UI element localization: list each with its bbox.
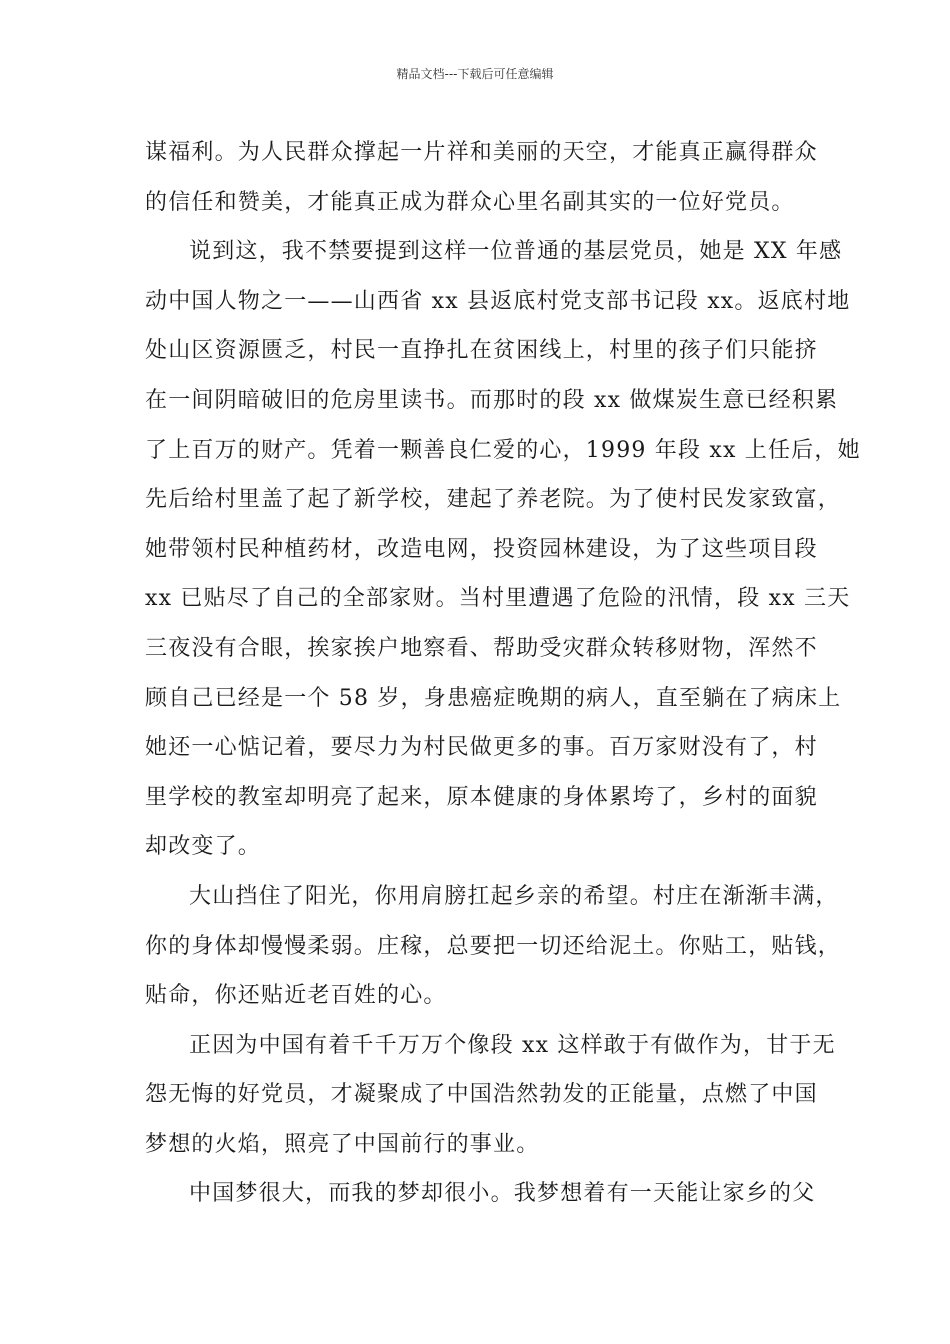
text-line: 三夜没有合眼，挨家挨户地察看、帮助受灾群众转移财物，浑然不 [145, 635, 818, 661]
text-line: 怨无悔的好党员，才凝聚成了中国浩然勃发的正能量，点燃了中国 [145, 1082, 818, 1108]
text-line: 里学校的教室却明亮了起来，原本健康的身体累垮了，乡村的面貌 [145, 784, 818, 810]
text-line: 大山挡住了阳光，你用肩膀扛起乡亲的希望。村庄在渐渐丰满， [189, 883, 839, 909]
text-line: 了上百万的财产。凭着一颗善良仁爱的心，1999 年段 xx 上任后，她 [145, 437, 861, 463]
text-line: 谋福利。为人民群众撑起一片祥和美丽的天空，才能真正赢得群众 [145, 140, 818, 165]
text-line: 贴命，你还贴近老百姓的心。 [145, 983, 447, 1009]
text-line: 却改变了。 [145, 834, 262, 860]
text-line: 动中国人物之一——山西省 xx 县返底村党支部书记段 xx。返底村地 [145, 288, 851, 314]
text-line: 梦想的火焰，照亮了中国前行的事业。 [145, 1131, 540, 1157]
text-line: xx 已贴尽了自己的全部家财。当村里遭遇了危险的汛情，段 xx 三天 [145, 586, 851, 612]
page-header: 精品文档---下载后可任意编辑 [396, 67, 554, 81]
text-line: 她带领村民种植药材，改造电网，投资园林建设，为了这些项目段 [145, 536, 818, 562]
document-body [145, 128, 861, 1219]
text-line: 在一间阴暗破旧的危房里读书。而那时的段 xx 做煤炭生意已经积累 [145, 387, 839, 413]
text-line: 处山区资源匮乏，村民一直挣扎在贫困线上，村里的孩子们只能挤 [145, 338, 818, 364]
text-line: 顾自己已经是一个 58 岁，身患癌症晚期的病人，直至躺在了病床上 [145, 685, 842, 711]
text-line: 说到这，我不禁要提到这样一位普通的基层党员，她是 XX 年感 [189, 239, 843, 265]
text-line: 你的身体却慢慢柔弱。庄稼，总要把一切还给泥土。你贴工，贴钱， [145, 933, 842, 959]
text-line: 中国梦很大，而我的梦却很小。我梦想着有一天能让家乡的父 [189, 1181, 816, 1207]
text-line: 的信任和赞美，才能真正成为群众心里名副其实的一位好党员。 [145, 189, 795, 215]
text-line: 正因为中国有着千千万万个像段 xx 这样敢于有做作为，甘于无 [189, 1032, 836, 1058]
text-line: 她还一心惦记着，要尽力为村民做更多的事。百万家财没有了，村 [145, 735, 818, 761]
text-line: 先后给村里盖了起了新学校，建起了养老院。为了使村民发家致富， [145, 487, 842, 513]
